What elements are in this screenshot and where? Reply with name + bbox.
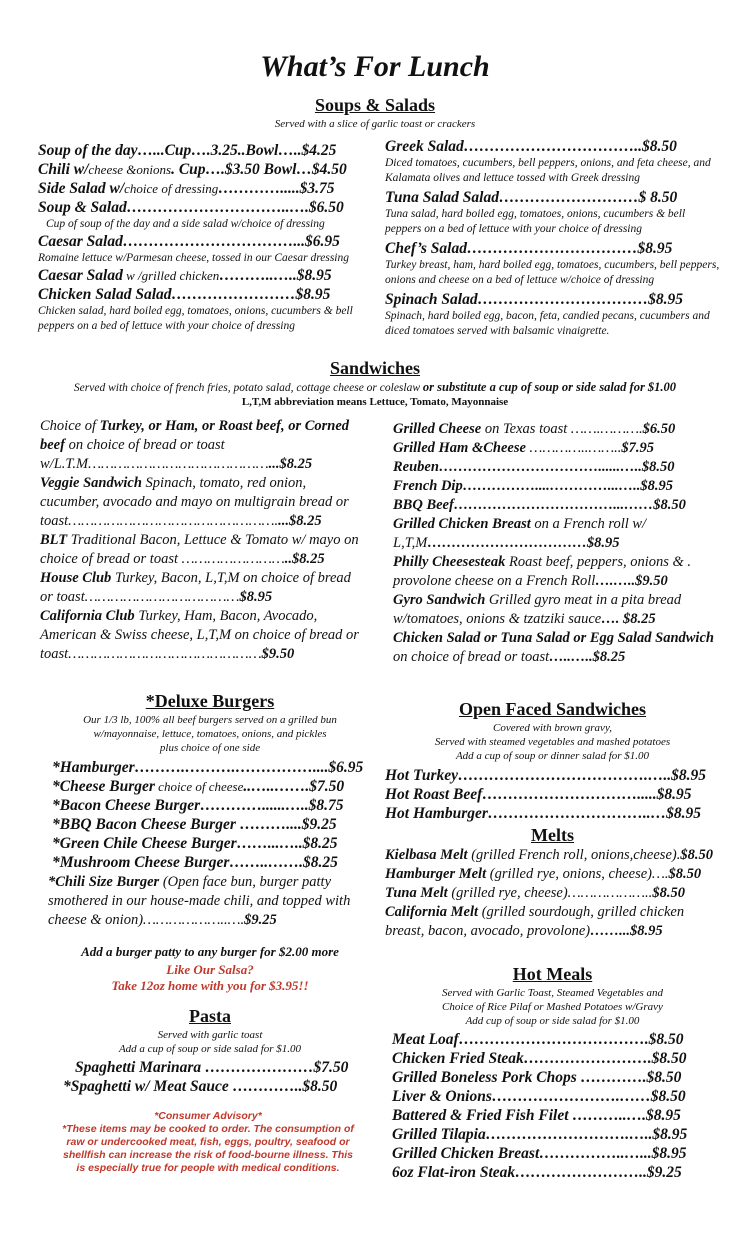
item-description: Chicken salad, hard boiled egg, tomatoes, onions, cucumbers & bell peppers on a bed of lettuce with your choice of dressing [38,305,353,332]
hotmeal-item: Chicken Fried Steak…………………….$8.50 [392,1050,687,1067]
openfaced-list [385,766,706,823]
melt-item: California Melt (grilled sourdough, grilled chicken breast, bacon, avocado, provolone)……...$8.95 [385,904,685,939]
sandwich-item: Chicken Salad or Tuna Salad or Egg Salad Sandwich on choice of bread or toast…..…..$8.25 [393,630,714,665]
advisory-title: *Consumer Advisory* [154,1110,262,1122]
hotmeals-subtitle: Served with Garlic Toast, Steamed Vegetables and Choice of Rice Pilaf or Mashed Potatoes w/Gravy Add cup of soup or side salad for $1.00 [441,987,664,1027]
pasta-subtitle-1: Served with garlic toast [157,1029,263,1041]
item-description: Tuna salad, hard boiled egg, tomatoes, onions, cucumbers & bell peppers on a bed of lettuce with your choice of dressing [385,208,686,235]
sandwich-item: Grilled Cheese on Texas toast …….……….$6.50 [393,421,676,437]
pasta-item: Spaghetti Marinara …………………$7.50 [75,1059,349,1076]
hotmeal-item: Meat Loaf……………………………….$8.50 [392,1031,684,1048]
burger-item: *BBQ Bacon Cheese Burger ………....$9.25 [52,816,337,833]
menu-item: Chef’s Salad……………………………$8.95 [385,240,673,257]
openfaced-subtitle: Covered with brown gravy, Served with steamed vegetables and mashed potatoes Add a cup of soup or dinner salad for $1.00 [434,722,671,762]
melts-heading: Melts [531,825,574,845]
page-title: What’s For Lunch [260,50,490,83]
menu-item: Spinach Salad……………………………$8.95 [385,291,683,308]
hotmeals-list [392,1030,687,1182]
menu-item: Caesar Salad……………………………...$6.95 [38,233,340,250]
pasta-subtitle-2: Add a cup of soup or side salad for $1.00 [118,1043,302,1055]
pasta-heading: Pasta [189,1006,231,1026]
hotmeal-item: Grilled Boneless Pork Chops ………….$8.50 [392,1069,682,1086]
ltm-note: L,T,M abbreviation means Lettuce, Tomato, Mayonnaise [241,396,509,408]
soups-left-column [38,141,363,334]
burger-item: *Hamburger……….……….……………....$6.95 [52,759,364,776]
openfaced-heading: Open Faced Sandwiches [458,699,647,719]
menu-item: Side Salad w/choice of dressing………….....$3.75 [38,180,335,197]
soups-heading: Soups & Salads [314,95,436,115]
item-description: Spinach, hard boiled egg, bacon, feta, candied pecans, cucumbers and diced tomatoes served with balsamic vinaigrette. [385,310,710,337]
item-description: Cup of soup of the day and a side salad w/choice of dressing [46,218,325,230]
hotmeals-heading: Hot Meals [512,964,593,984]
salsa-line-2: Take 12oz home with you for $3.95!! [111,978,309,993]
burger-item: *Bacon Cheese Burger…………......…..$8.75 [52,797,344,814]
sandwich-item: Gyro Sandwich Grilled gyro meat in a pita bread w/tomatoes, onions & tzatziki sauce…. $8.25 [393,592,682,627]
melt-item: Kielbasa Melt (grilled French roll, onions,cheese).$8.50 [385,847,713,863]
menu-item: Tuna Salad Salad………………………$ 8.50 [385,189,678,206]
burger-item: *Cheese Burger choice of cheese..…..…….$7.50 [52,778,345,795]
sandwich-item: Veggie Sandwich Spinach, tomato, red onion, cucumber, avocado and mayo on multigrain bread or toast…………………………………………....$8.25 [40,475,349,529]
sandwich-item: California Club Turkey, Ham, Bacon, Avocado, American & Swiss cheese, L,T,M on choice of bread or toast………………………………………$9.50 [40,608,359,662]
sandwiches-heading: Sandwiches [329,358,421,378]
burger-item: *Green Chile Cheese Burger……...…..$8.25 [52,835,338,852]
soups-subtitle: Served with a slice of garlic toast or crackers [274,118,476,130]
item-description: Diced tomatoes, cucumbers, bell peppers, onions, and feta cheese, and Kalamata olives and lettuce tossed with Greek dressing [385,157,711,184]
burger-item: *Mushroom Cheese Burger……..…….$8.25 [52,854,338,871]
sandwiches-right-column [393,420,723,667]
item-description: Turkey breast, ham, hard boiled egg, tomatoes, cucumbers, bell peppers, onions and cheese on a bed of lettuce w/choice of dressing [385,259,720,286]
burger-patty-note: Add a burger patty to any burger for $2.00 more [81,944,339,959]
openfaced-item: Hot Hamburger…………………………..…$8.95 [385,805,702,822]
pasta-item: *Spaghetti w/ Meat Sauce …………..$8.50 [63,1078,338,1095]
menu-item: Soup of the day…...Cup….3.25..Bowl…..$4.25 [38,142,337,159]
hotmeal-item: Grilled Tilapia……………………….…..$8.95 [392,1126,688,1143]
sandwich-item: Grilled Ham &Cheese …………..……..$7.95 [393,440,655,456]
menu-item: Chicken Salad Salad……………………$8.95 [38,286,331,303]
melt-item: Hamburger Melt (grilled rye, onions, cheese)….$8.50 [385,866,702,882]
hotmeal-item: Liver & Onions…………………….……$8.50 [392,1088,686,1105]
sandwich-item: Philly Cheesesteak Roast beef, peppers, onions & . provolone cheese on a French Roll….…..$9.50 [393,554,692,589]
menu-item: Greek Salad……………………………..$8.50 [385,138,677,155]
melt-item: Tuna Melt (grilled rye, cheese)………………..$8.50 [385,885,685,901]
sandwich-item: Reuben……………………………......…..$8.50 [393,459,675,475]
sandwiches-left-column [40,417,362,664]
sandwich-item: BBQ Beef……………………………...……$8.50 [393,497,686,513]
advisory-text: *These items may be cooked to order. The consumption of raw or undercooked meat, fish, eggs, poultry, seafood or shellfish can increase the risk of food-bourne illness. This is especially true for people with medical conditions. [62,1123,354,1174]
sandwich-item: Choice of Turkey, or Ham, or Roast beef, or Corned beef on choice of bread or toast w/L.T.M……………………………………...$8.25 [40,418,350,472]
melts-list [385,846,720,941]
soups-right-column [385,137,720,339]
item-description: Romaine lettuce w/Parmesan cheese, tossed in our Caesar dressing [38,252,349,264]
sandwich-item: House Club Turkey, Bacon, L,T,M on choice of bread or toast………………………………$8.95 [40,570,351,605]
menu-item: Caesar Salad w /grilled chicken………..…..$8.95 [38,267,332,284]
sandwich-item: BLT Traditional Bacon, Lettuce & Tomato w/ mayo on choice of bread or toast ……………………..$8.25 [40,532,359,567]
hotmeal-item: Grilled Chicken Breast……………..…...$8.95 [392,1145,687,1162]
hotmeal-item: Battered & Fried Fish Filet ………..….$8.95 [392,1107,681,1124]
hotmeal-item: 6oz Flat-iron Steak……………………..$9.25 [392,1164,682,1181]
salsa-line-1: Like Our Salsa? [166,962,254,977]
openfaced-item: Hot Roast Beef………………………….....$8.95 [385,786,692,803]
sandwich-item: Grilled Chicken Breast on a French roll w/ L,T,M……………………………$8.95 [393,516,647,551]
sandwich-item: French Dip……………....…………...…..$8.95 [393,478,673,494]
menu-item: Chili w/cheese &onions. Cup….$3.50 Bowl…$4.50 [38,161,347,178]
chili-burger: *Chili Size Burger (Open face bun, burger patty smothered in our house-made chili, and topped with cheese & onion)………………..….$9.25 [48,874,351,928]
sandwiches-subtitle: Served with choice of french fries, potato salad, cottage cheese or coleslaw or substitute a cup of soup or side salad for $1.00 [73,380,677,394]
openfaced-item: Hot Turkey……………………………….…..$8.95 [385,767,707,784]
burgers-subtitle: Our 1/3 lb, 100% all beef burgers served on a grilled bun w/mayonnaise, lettuce, tomatoes, onions, and pickles plus choice of one side [83,714,337,754]
burgers-list [52,758,382,872]
burgers-heading: *Deluxe Burgers [145,691,275,711]
menu-item: Soup & Salad…………………………..….$6.50 [38,199,344,216]
